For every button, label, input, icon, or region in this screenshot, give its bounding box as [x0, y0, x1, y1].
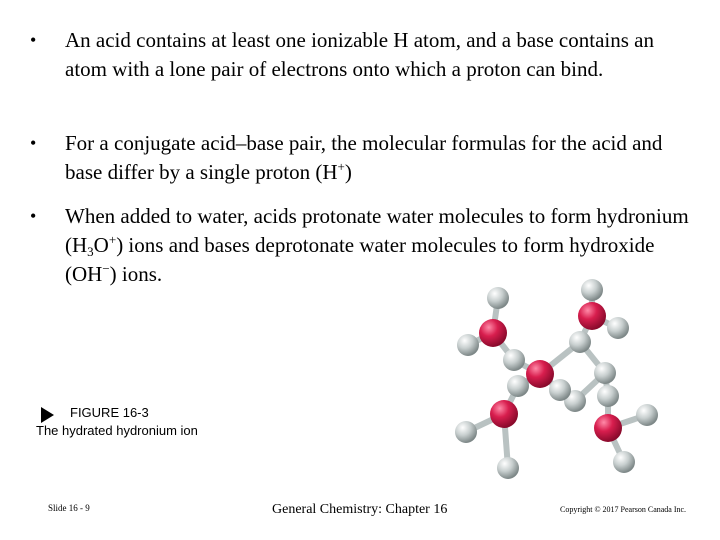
- copyright-notice: Copyright © 2017 Pearson Canada Inc.: [560, 505, 687, 514]
- oxygen-atom: [578, 302, 606, 330]
- hydrogen-atom: [594, 362, 616, 384]
- play-arrow-icon[interactable]: [41, 407, 54, 423]
- hydrogen-atom: [487, 287, 509, 309]
- hydrogen-atom: [457, 334, 479, 356]
- hydrogen-atom: [607, 317, 629, 339]
- hydrogen-atom: [636, 404, 658, 426]
- slide-number: Slide 16 - 9: [48, 503, 90, 513]
- hydrogen-atom: [569, 331, 591, 353]
- oxygen-atom: [490, 400, 518, 428]
- bullet-dot: •: [30, 30, 37, 50]
- footer-title: General Chemistry: Chapter 16: [272, 502, 448, 517]
- hydrogen-atom: [613, 451, 635, 473]
- figure-caption: [36, 404, 198, 440]
- bullet-item: [30, 202, 700, 289]
- hydrogen-atom: [597, 385, 619, 407]
- hydrogen-atom: [497, 457, 519, 479]
- hydronium-molecule-image: [440, 278, 690, 498]
- hydrogen-atom: [581, 279, 603, 301]
- bullet-text: An acid contains at least one ionizable H atom, and a base contains an atom with a lone pair of electrons onto which a proton can bind.: [65, 28, 654, 81]
- oxygen-atom: [594, 414, 622, 442]
- figure-description: The hydrated hydronium ion: [36, 423, 198, 438]
- oxygen-atom: [479, 319, 507, 347]
- bullet-dot: •: [30, 133, 37, 153]
- figure-label: FIGURE 16-3: [70, 405, 149, 420]
- atoms: [455, 279, 658, 479]
- hydrogen-atom: [507, 375, 529, 397]
- bullet-text: For a conjugate acid–base pair, the molecular formulas for the acid and base differ by a single proton (H+): [65, 131, 663, 184]
- oxygen-atom: [526, 360, 554, 388]
- bullet-text: When added to water, acids protonate water molecules to form hydronium $(H_3O^+)$ ions and bases deprotonate water molecules to form hydroxide (OH−) ions.: [65, 204, 689, 286]
- bullet-dot: •: [30, 206, 37, 226]
- hydrogen-atom: [549, 379, 571, 401]
- bullet-item: [30, 129, 700, 187]
- hydrogen-atom: [503, 349, 525, 371]
- hydrogen-atom: [455, 421, 477, 443]
- bullet-item: [30, 26, 700, 84]
- bonds: [466, 290, 647, 468]
